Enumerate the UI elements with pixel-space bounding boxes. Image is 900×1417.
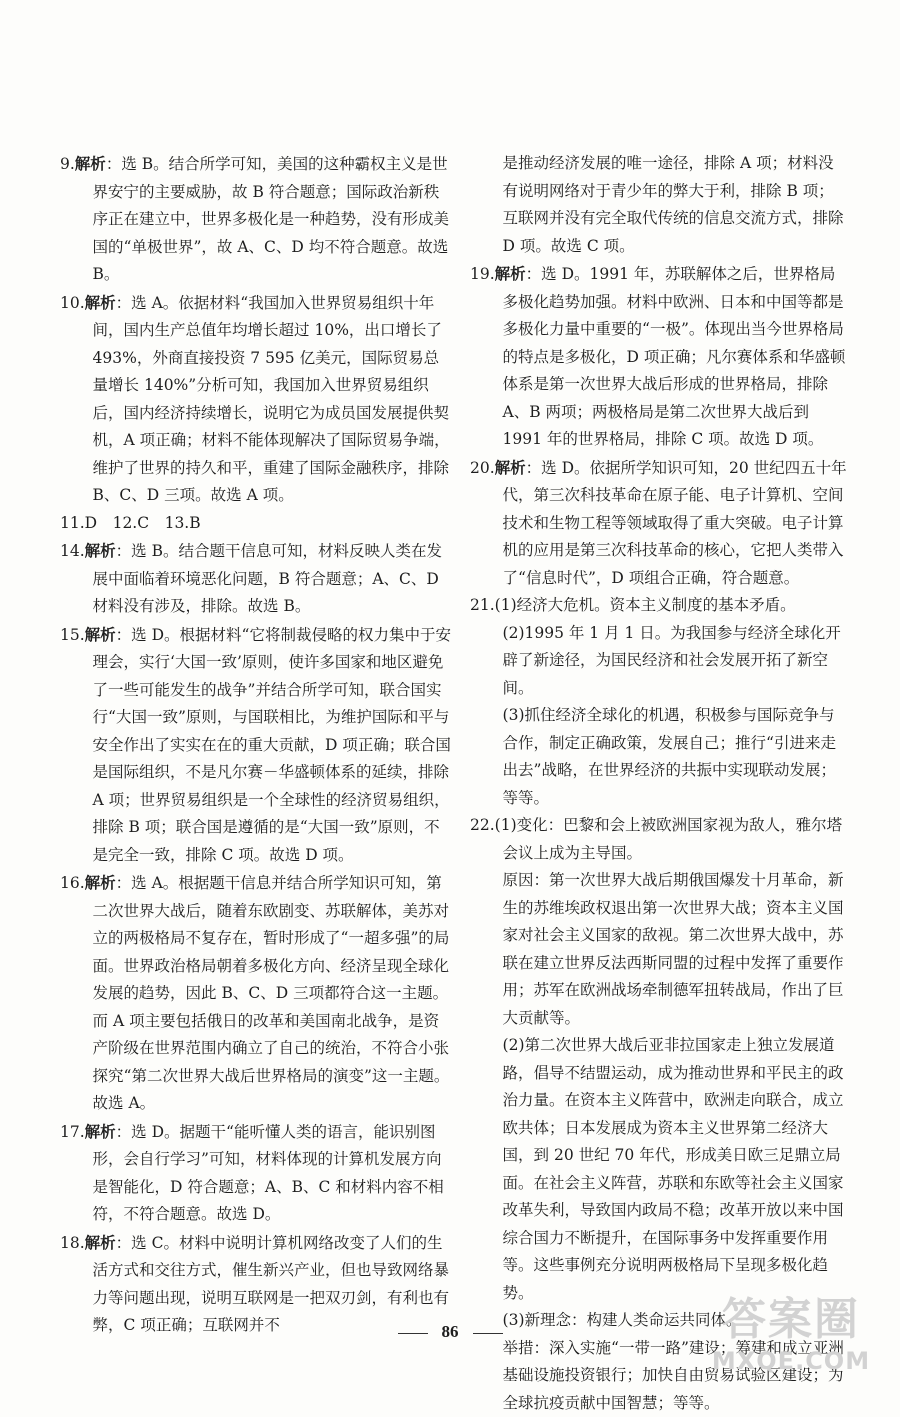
watermark-logo [696, 1294, 886, 1384]
answer-subitem: 举措：深入实施“一带一路”建设；筹建和成立亚洲基础设施投资银行；加快自由贸易试验区建设；为全球抗疫贡献中国智慧；等等。 [470, 1335, 848, 1417]
right-column [470, 150, 848, 1417]
answer-item: 是推动经济发展的唯一途径，排除 A 项；材料没有说明网络对于青少年的弊大于利，排除 B 项；互联网并没有完全取代传统的信息交流方式，排除 D 项。故选 C 项。 [470, 150, 848, 260]
answer-subitem: (2)第二次世界大战后亚非拉国家走上独立发展道路，倡导不结盟运动，成为推动世界和平民主的政治力量。在资本主义阵营中，欧洲走向联合，成立欧共体；日本发展成为资本主义世界第二经济大国，到 20 世纪 70 年代，形成美日欧三足鼎立局面。在社会主义阵营，苏联和东欧等社会主义国家改革失利，导致国内政局不稳；改革开放以来中国综合国力不断提升，在国际事务中发挥重要作用等。这些事例充分说明两极格局下呈现多极化趋势。 [470, 1032, 848, 1307]
answer-item: 16.解析：选 A。根据题干信息并结合所学知识可知，第二次世界大战后，随着东欧剧变、苏联解体，美苏对立的两极格局不复存在，暂时形成了“一超多强”的局面。世界政治格局朝着多极化方向、经济呈现全球化发展的趋势，因此 B、C、D 三项都符合这一主题。而 A 项主要包括俄日的改革和美国南北战争，是资产阶级在世界范围内确立了自己的统治，不符合小张探究“第二次世界大战后世界格局的演变”这一主题。故选 A。 [60, 869, 452, 1118]
answer-item: 21.(1)经济大危机。资本主义制度的基本矛盾。 [470, 592, 848, 620]
answer-subitem: (3)抓住经济全球化的机遇，积极参与国际竞争与合作，制定正确政策，发展自己；推行“引进来走出去”战略，在世界经济的共振中实现联动发展；等等。 [470, 702, 848, 812]
watermark-line1: 答案圈 [696, 1294, 886, 1346]
answer-item: 15.解析：选 D。根据材料“它将制裁侵略的权力集中于安理会，实行‘大国一致’原则，使许多国家和地区避免了一些可能发生的战争”并结合所学可知，联合国实行“大国一致”原则，与国联相比，为维护国际和平与安全作出了实实在在的重大贡献，D 项正确；联合国是国际组织，不是凡尔赛－华盛顿体系的延续，排除 A 项；世界贸易组织是一个全球性的经济贸易组织，排除 B 项；联合国是遵循的是“大国一致”原则，不是完全一致，排除 C 项。故选 D 项。 [60, 621, 452, 870]
answer-item: 18.解析：选 C。材料中说明计算机网络改变了人们的生活方式和交往方式，催生新兴产业，但也导致网络暴力等问题出现，说明互联网是一把双刃剑，有利也有弊，C 项正确；互联网并不 [60, 1229, 452, 1340]
answer-item: 22.(1)变化：巴黎和会上被欧洲国家视为敌人，雅尔塔会议上成为主导国。 [470, 812, 848, 867]
page-number: 86 [442, 1322, 459, 1341]
answer-item: 20.解析：选 D。依据所学知识可知，20 世纪四五十年代，第三次科技革命在原子能、电子计算机、空间技术和生物工程等领域取得了重大突破。电子计算机的应用是第三次科技革命的核心，它把人类带入了“信息时代”，D 项组合正确，符合题意。 [470, 454, 848, 593]
answer-item: 17.解析：选 D。据题干“能听懂人类的语言，能识别图形，会自行学习”可知，材料体现的计算机发展方向是智能化，D 符合题意；A、B、C 和材料内容不相符，不符合题意。故选 D。 [60, 1118, 452, 1229]
answer-subitem: (2)1995 年 1 月 1 日。为我国参与经济全球化开辟了新途径，为国民经济和社会发展开拓了新空间。 [470, 620, 848, 703]
left-column [60, 150, 452, 1340]
answer-item: 9.解析：选 B。结合所学可知，美国的这种霸权主义是世界安宁的主要威胁，故 B 符合题意；国际政治新秩序正在建立中，世界多极化是一种趋势，没有形成美国的“单极世界”，故 A、C、D 均不符合题意。故选 B。 [60, 150, 452, 289]
answer-subitem: 原因：第一次世界大战后期俄国爆发十月革命，新生的苏维埃政权退出第一次世界大战；资本主义国家对社会主义国家的敌视。第二次世界大战中，苏联在建立世界反法西斯同盟的过程中发挥了重要作用；苏军在欧洲战场牵制德军扭转战局，作出了巨大贡献等。 [470, 867, 848, 1032]
footer-rule-left [398, 1333, 428, 1334]
answer-item: 11.D 12.C 13.B [60, 510, 452, 538]
answer-subitem: (3)新理念：构建人类命运共同体。 [470, 1307, 848, 1335]
answer-item: 14.解析：选 B。结合题干信息可知，材料反映人类在发展中面临着环境恶化问题，B 符合题意；A、C、D 材料没有涉及，排除。故选 B。 [60, 537, 452, 621]
answer-item: 10.解析：选 A。依据材料“我国加入世界贸易组织十年间，国内生产总值年均增长超过 10%，出口增长了 493%，外商直接投资 7 595 亿美元，国际贸易总量增长 140%”分析可知，我国加入世界贸易组织后，国内经济持续增长，说明它为成员国发展提供契机，A 项正确；材料不能体现解决了国际贸易争端，维护了世界的持久和平，重建了国际金融秩序，排除 B、C、D 三项。故选 A 项。 [60, 289, 452, 510]
watermark-line2: MXQE.COM [696, 1346, 886, 1376]
answer-item: 19.解析：选 D。1991 年，苏联解体之后，世界格局多极化趋势加强。材料中欧洲、日本和中国等都是多极化力量中重要的“一极”。体现出当今世界格局的特点是多极化，D 项正确；凡尔赛体系和华盛顿体系是第一次世界大战后形成的世界格局，排除 A、B 两项；两极格局是第二次世界大战后到 1991 年的世界格局，排除 C 项。故选 D 项。 [470, 260, 848, 454]
footer-rule-right [473, 1333, 503, 1334]
